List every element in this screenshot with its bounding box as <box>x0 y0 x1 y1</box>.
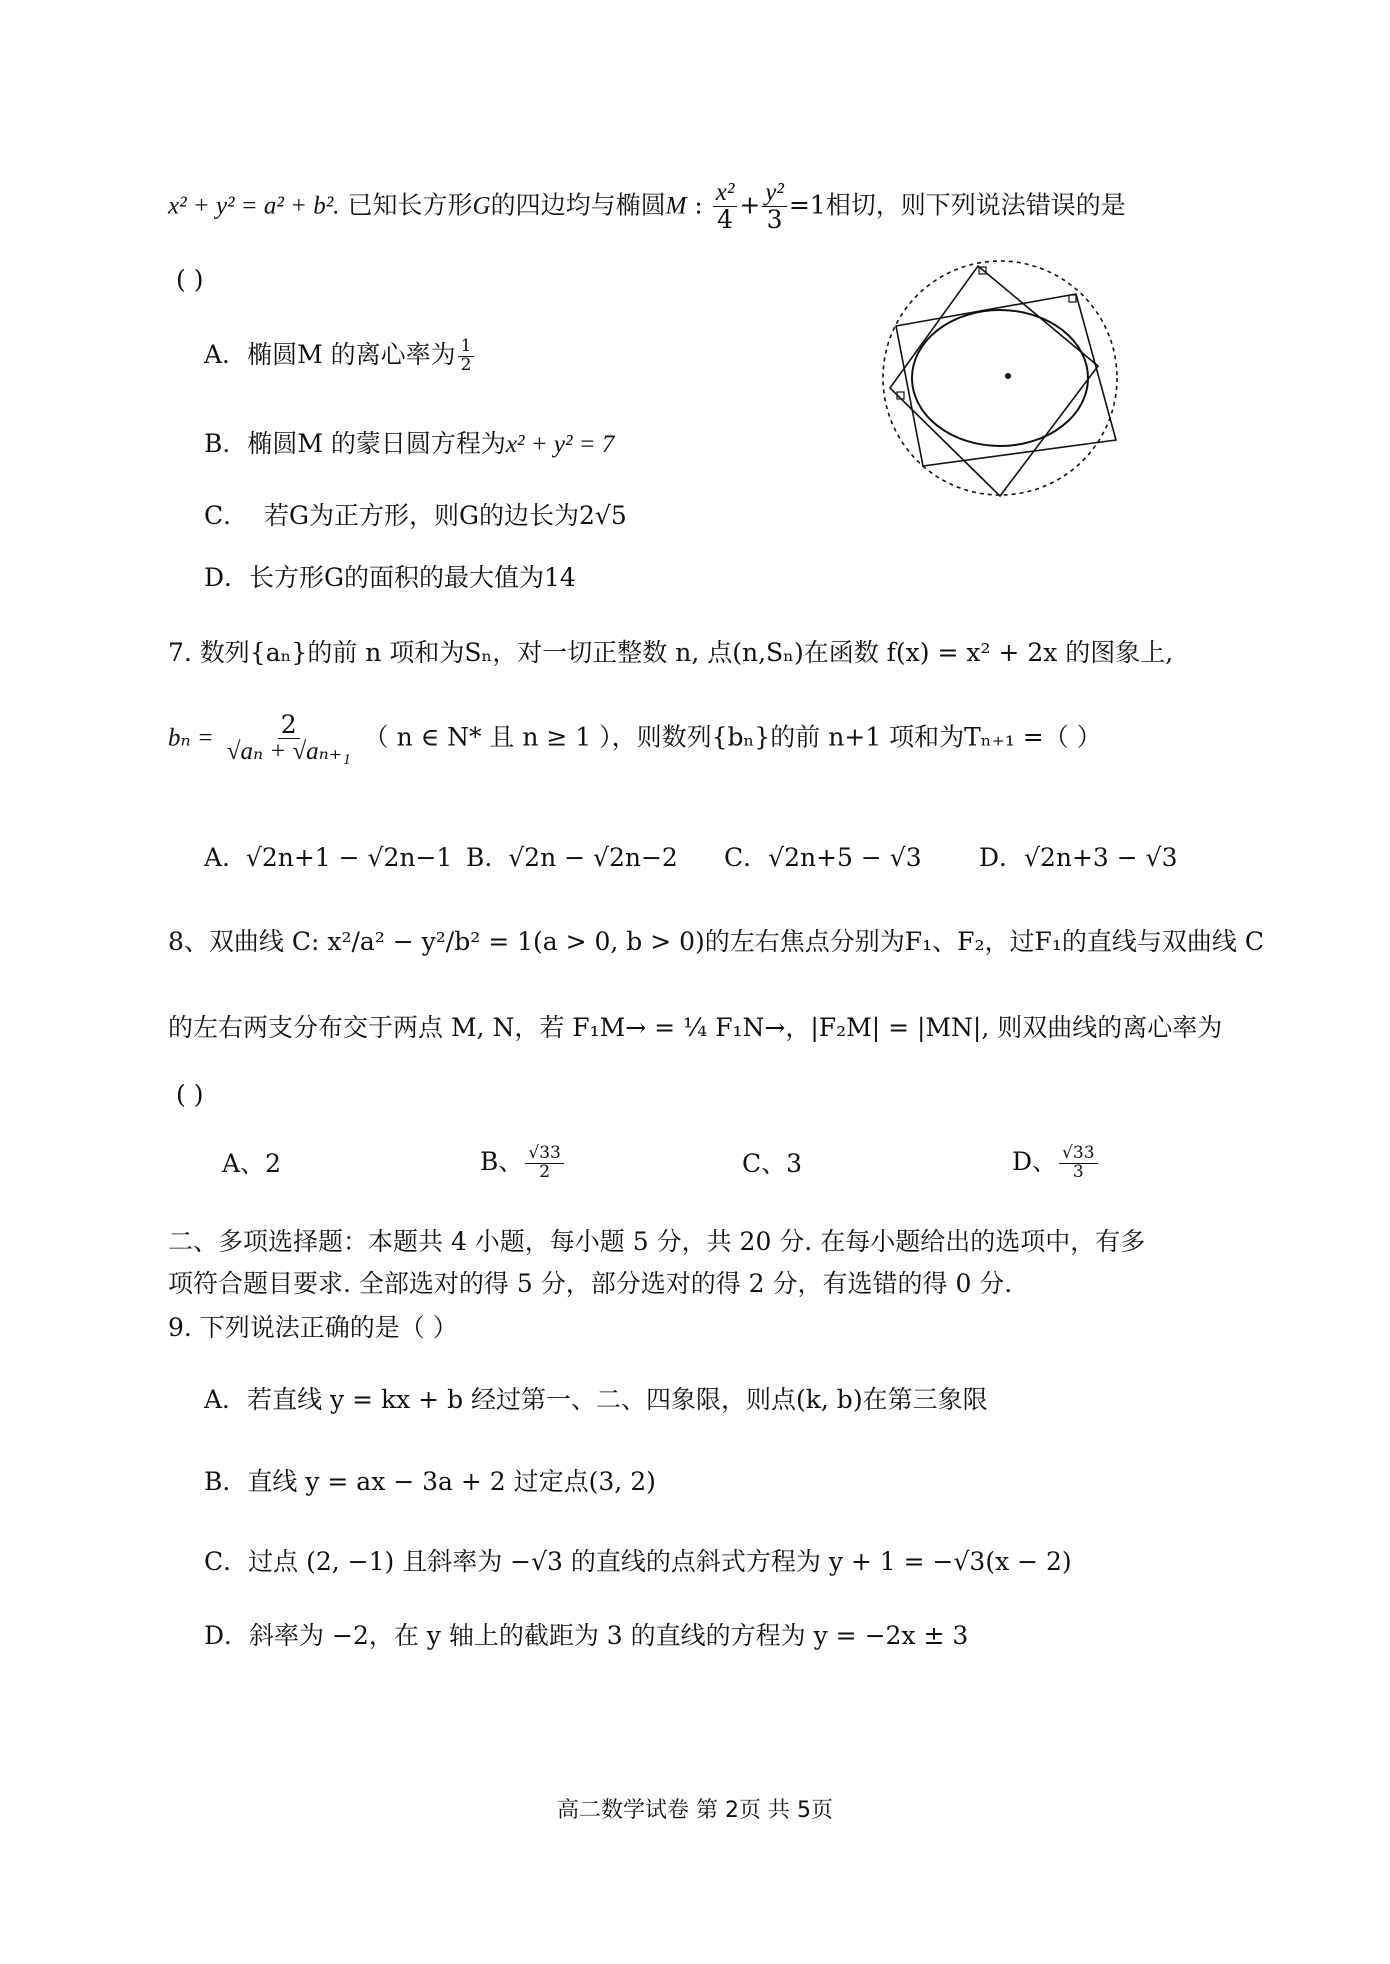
q7-option-b-math: √2n − √2n−2 <box>508 843 678 872</box>
q8-option-b-num: √33 <box>525 1145 563 1164</box>
center-point <box>1005 373 1011 379</box>
q6-frac-y-den: 3 <box>766 205 783 235</box>
q8-option-d <box>1012 1142 1100 1182</box>
q8-option-d-den: 3 <box>1072 1162 1084 1182</box>
q9-option-a <box>204 1380 988 1416</box>
rectangle-g-1 <box>896 294 1116 466</box>
q6-option-b-label: B． <box>204 429 248 458</box>
q7-option-d <box>979 843 1178 872</box>
monge-circle-diagram <box>880 258 1120 498</box>
q8-option-a <box>222 1144 480 1180</box>
q7-option-d-label: D． <box>979 843 1025 872</box>
q6-option-d-text: 长方形G的面积的最大值为 <box>249 563 545 592</box>
q9-option-a-label: A． <box>204 1385 248 1414</box>
q8-option-c-label: C、 <box>742 1148 787 1178</box>
q8-option-b-label: B、 <box>480 1147 524 1176</box>
section2-line2: 项符合题目要求. 全部选对的得 5 分，部分选对的得 2 分，有选错的得 0 分. <box>168 1269 1013 1298</box>
q9-option-d-text: 斜率为 −2，在 y 轴上的截距为 3 的直线的方程为 y = −2x ± 3 <box>249 1621 969 1650</box>
q6-option-b <box>204 424 614 460</box>
q7-condition: （ n ∈ N* 且 n ≥ 1 ），则数列{bₙ}的前 n+1 项和为Tₙ₊₁ =（ ） <box>363 722 1102 752</box>
q7-option-d-math: √2n+3 − √3 <box>1024 843 1178 872</box>
q8-option-a-text: 2 <box>265 1148 281 1178</box>
q8-option-b <box>480 1142 742 1182</box>
q6-option-b-text: 椭圆M 的蒙日圆方程为 <box>247 429 506 458</box>
q6-text-a: 已知长方形 <box>347 190 473 220</box>
q6-option-a-den: 2 <box>460 355 472 375</box>
right-angle-mark <box>1069 295 1076 302</box>
q6-frac-x-num: x² <box>713 180 738 207</box>
q7-frac <box>224 712 354 766</box>
section2-line1: 二、多项选择题：本题共 4 小题，每小题 5 分，共 20 分. 在每小题给出的选项中，有多 <box>168 1227 1146 1256</box>
q7-option-a-math: √2n+1 − √2n−1 <box>245 843 453 872</box>
q8-option-b-den: 2 <box>539 1162 551 1182</box>
q9-option-b-label: B． <box>204 1467 248 1496</box>
q6-frac-x <box>713 180 738 234</box>
q6-option-a-num: 1 <box>458 338 475 357</box>
q6-colon: : <box>686 190 711 220</box>
q6-stem <box>168 180 1126 234</box>
q6-text-b: 的四边均与椭圆 <box>490 190 666 220</box>
q9-option-b <box>204 1462 656 1498</box>
q6-option-b-math: x² + y² = 7 <box>505 431 615 458</box>
q6-frac-y <box>762 180 787 234</box>
q7-option-c-math: √2n+5 − √3 <box>768 843 922 872</box>
monge-circle <box>883 261 1117 495</box>
q8-option-d-label: D、 <box>1012 1147 1058 1176</box>
q9-option-a-text: 若直线 y = kx + b 经过第一、二、四象限，则点(k, b)在第三象限 <box>247 1385 988 1414</box>
q6-var-g: G <box>472 192 491 220</box>
q8-option-c-text: 3 <box>786 1148 803 1178</box>
q6-option-d-math: 14 <box>544 563 576 592</box>
q7-option-a-label: A. <box>204 843 231 872</box>
q8-option-c <box>742 1144 1012 1180</box>
q6-option-a <box>204 335 476 375</box>
q7-bn: bₙ = <box>168 724 214 752</box>
page-footer: 高二数学试卷 第 2页 共 5页 <box>557 1798 833 1823</box>
q8-line2: 的左右两支分布交于两点 M, N，若 F₁M→ = ¼ F₁N→，|F₂M| = |MN|, 则双曲线的离心率为 <box>168 1013 1223 1042</box>
q7-option-b-label: B. <box>466 843 493 872</box>
q6-plus: + <box>739 190 761 220</box>
q6-option-a-text: 椭圆M 的离心率为 <box>247 340 456 369</box>
q7-frac-num: 2 <box>278 712 300 739</box>
q6-option-c-math: 2√5 <box>579 501 627 530</box>
q6-text-c: 相切，则下列说法错误的是 <box>825 190 1126 220</box>
q8-option-d-num: √33 <box>1059 1145 1097 1164</box>
ellipse-m <box>912 310 1088 446</box>
q6-option-c-text: 若G为正方形，则G的边长为 <box>264 501 579 530</box>
q7-option-a <box>204 843 466 872</box>
q6-var-m: M <box>665 192 687 220</box>
q9-option-d-label: D． <box>204 1621 250 1650</box>
q8-option-a-label: A、 <box>222 1148 266 1178</box>
q7-frac-den: √aₙ + √aₙ₊₁ <box>226 738 351 766</box>
q9-option-c <box>204 1542 1072 1578</box>
q8-options <box>222 1142 1100 1182</box>
q9-option-c-text: 过点 (2, −1) 且斜率为 −√3 的直线的点斜式方程为 y + 1 = −√3(x − 2) <box>248 1547 1072 1576</box>
q6-option-a-label: A． <box>204 340 248 369</box>
q6-option-d <box>204 558 576 594</box>
q6-option-a-frac <box>458 338 475 375</box>
q8-answer-paren: ( ) <box>176 1080 204 1109</box>
q7-option-c-label: C． <box>724 843 769 872</box>
q6-frac-y-num: y² <box>762 180 787 207</box>
q9-option-d <box>204 1616 968 1652</box>
q7-line2 <box>168 712 1102 766</box>
q7-line1: 7. 数列{aₙ}的前 n 项和为Sₙ，对一切正整数 n, 点(n,Sₙ)在函数 f(x) = x² + 2x 的图象上, <box>168 638 1174 667</box>
q7-options <box>204 838 1178 874</box>
rectangle-g-2 <box>890 266 1098 496</box>
q6-answer-paren: ( ) <box>176 265 204 294</box>
q9-stem: 9. 下列说法正确的是（ ） <box>168 1313 458 1342</box>
q6-formula: x² + y² = a² + b². <box>168 192 340 220</box>
q6-option-d-label: D． <box>204 563 250 592</box>
q9-option-b-text: 直线 y = ax − 3a + 2 过定点(3, 2) <box>247 1467 656 1496</box>
q6-option-c-label: C． <box>204 501 249 530</box>
q6-frac-x-den: 4 <box>717 205 733 235</box>
q9-option-c-label: C． <box>204 1547 249 1576</box>
q8-line1: 8、双曲线 C: x²/a² − y²/b² = 1(a > 0, b > 0)的左右焦点分别为F₁、F₂，过F₁的直线与双曲线 C <box>168 927 1264 956</box>
q6-option-c <box>204 496 627 532</box>
q7-option-c <box>724 838 979 874</box>
q7-option-b <box>466 843 724 872</box>
q6-eq: =1 <box>788 190 826 220</box>
